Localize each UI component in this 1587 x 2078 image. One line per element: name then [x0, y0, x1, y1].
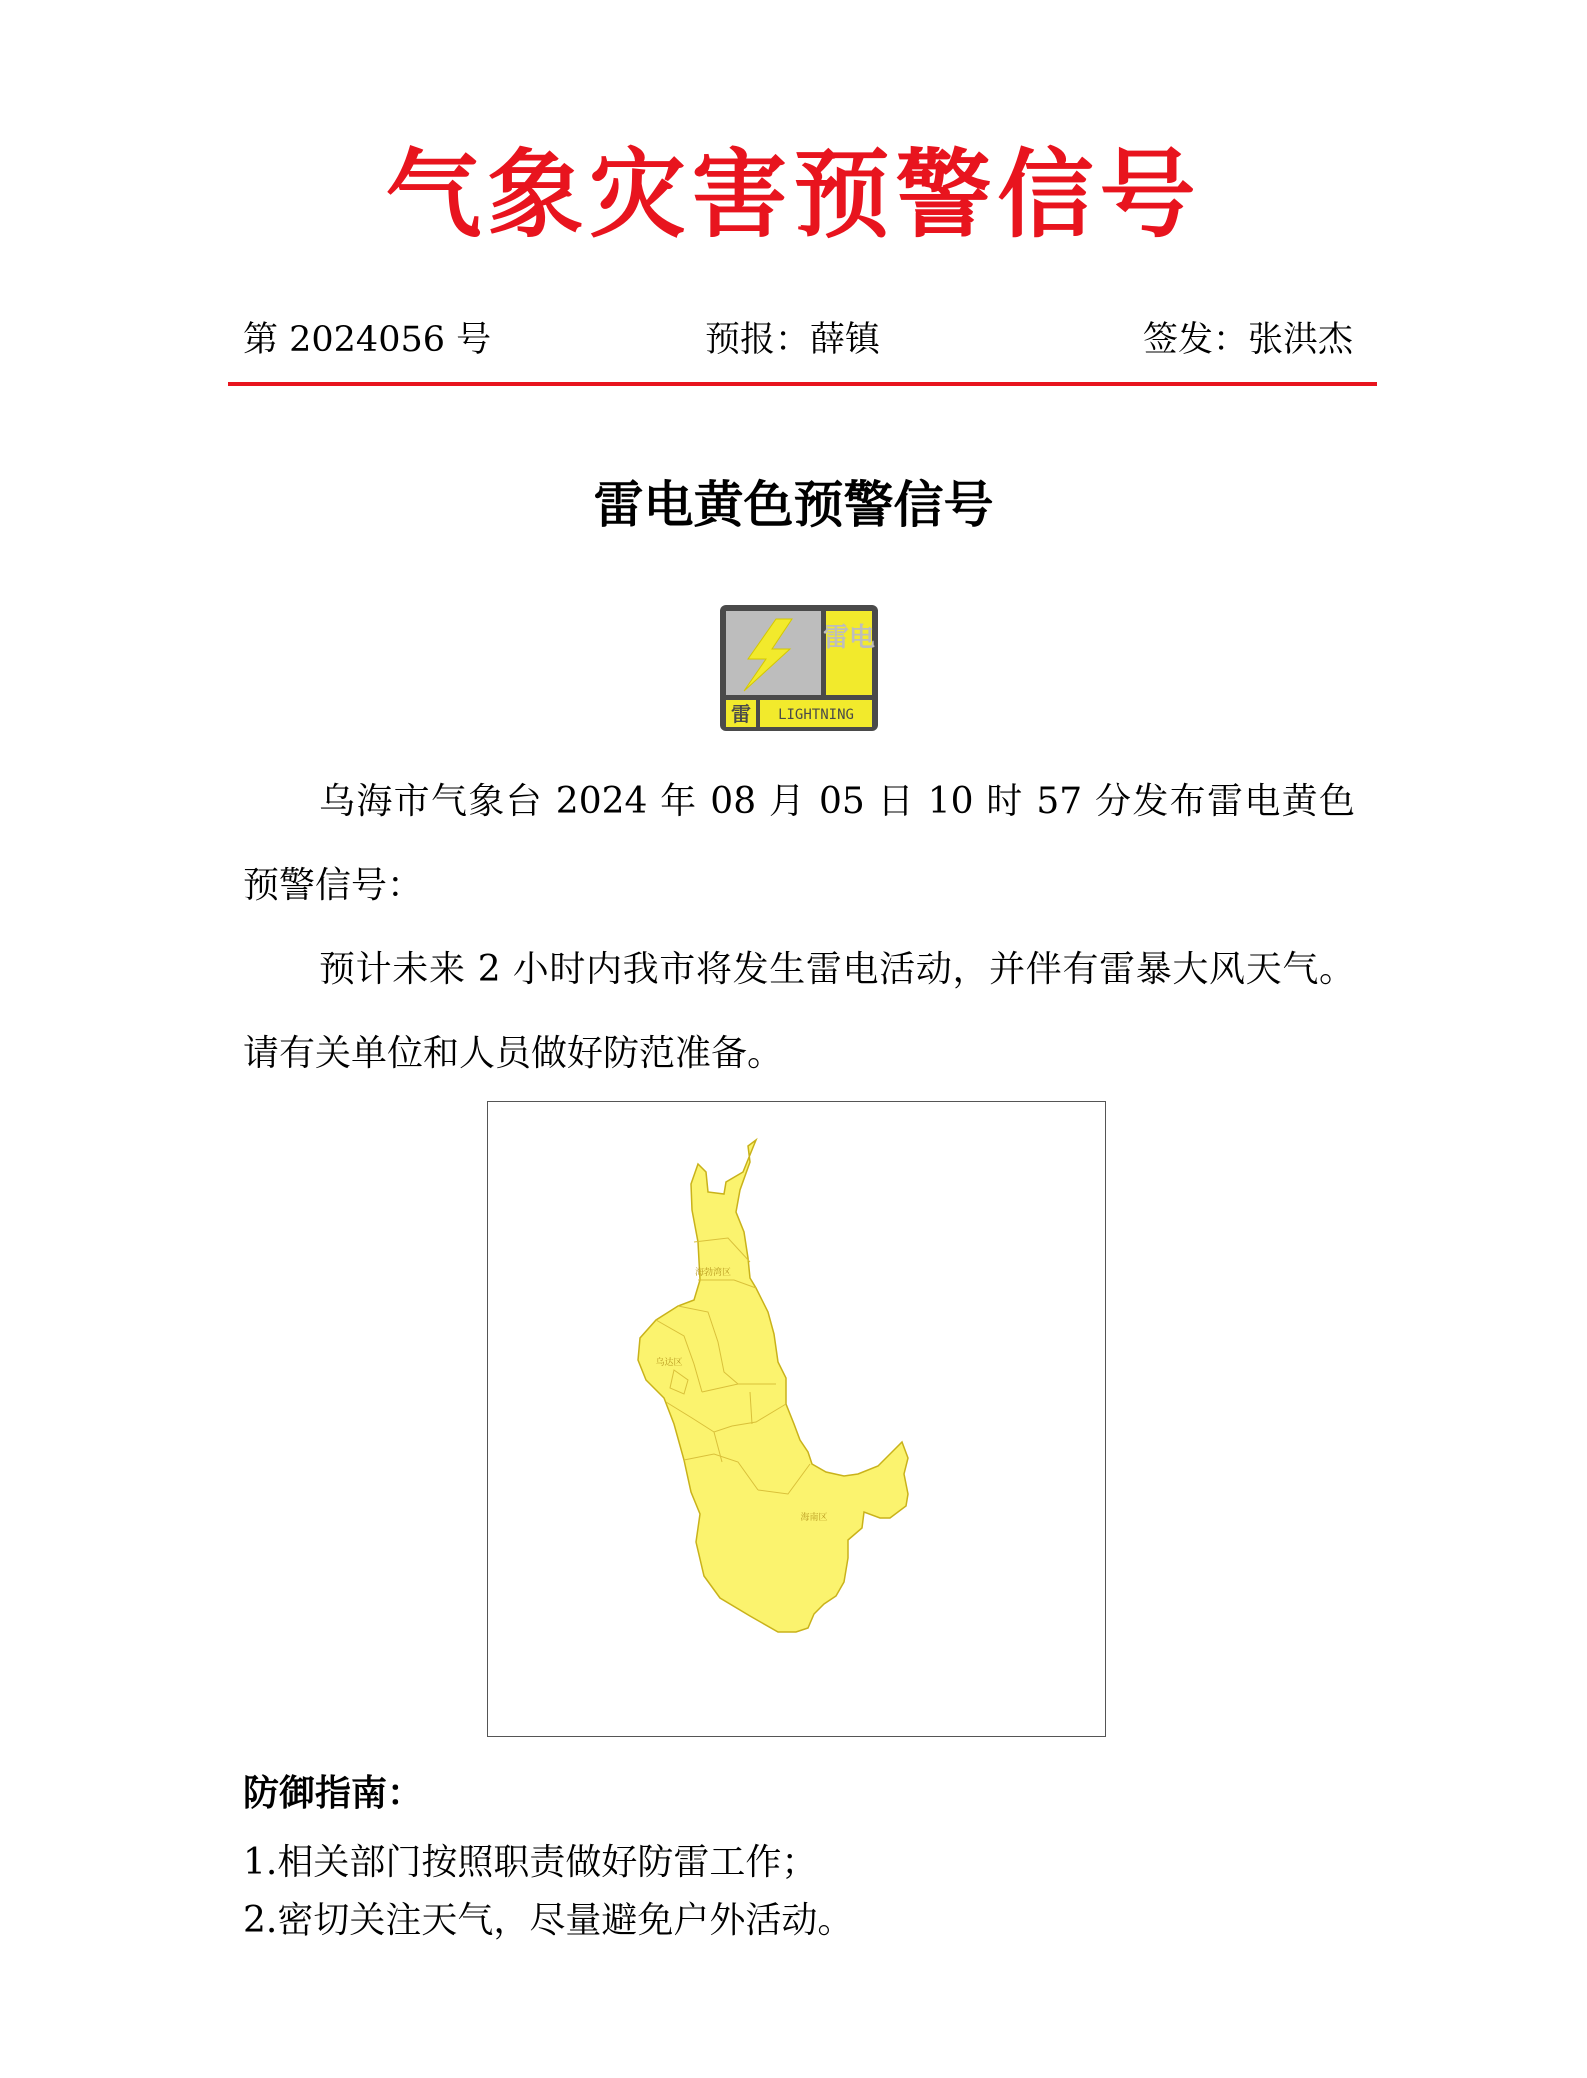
map-label-hainan: 海南区	[800, 1513, 828, 1523]
lightning-yellow-warning-icon	[718, 603, 880, 733]
forecast-paragraph: 预计未来 2 小时内我市将发生雷电活动，并伴有雷暴大风天气。请有关单位和人员做好防范准备。	[243, 949, 1355, 1074]
warning-area-map	[487, 1101, 1106, 1737]
document-number: 第 2024056 号	[243, 320, 492, 360]
map-label-haibowan: 海勃湾区	[694, 1268, 732, 1278]
defense-guide-heading: 防御指南：	[243, 1772, 424, 1814]
document-title: 气象灾害预警信号	[385, 138, 1202, 251]
map-label-wuda: 乌达区	[655, 1358, 683, 1368]
map-region-outline	[638, 1140, 908, 1632]
forecaster: 预报：薛镇	[705, 320, 881, 360]
issuance-paragraph: 乌海市气象台 2024 年 08 月 05 日 10 时 57 分发布雷电黄色预警信号：	[243, 781, 1355, 906]
icon-label-cn: 雷电	[822, 623, 876, 653]
defense-guide-item: 1.相关部门按照职责做好防雷工作；	[243, 1842, 818, 1883]
icon-label-small: 雷	[731, 702, 751, 726]
header-divider	[228, 382, 1377, 386]
icon-label-en: LIGHTNING	[778, 707, 854, 723]
defense-guide-item: 2.密切关注天气，尽量避免户外活动。	[243, 1900, 854, 1941]
issuer: 签发：张洪杰	[1142, 320, 1353, 360]
warning-heading: 雷电黄色预警信号	[593, 475, 994, 534]
